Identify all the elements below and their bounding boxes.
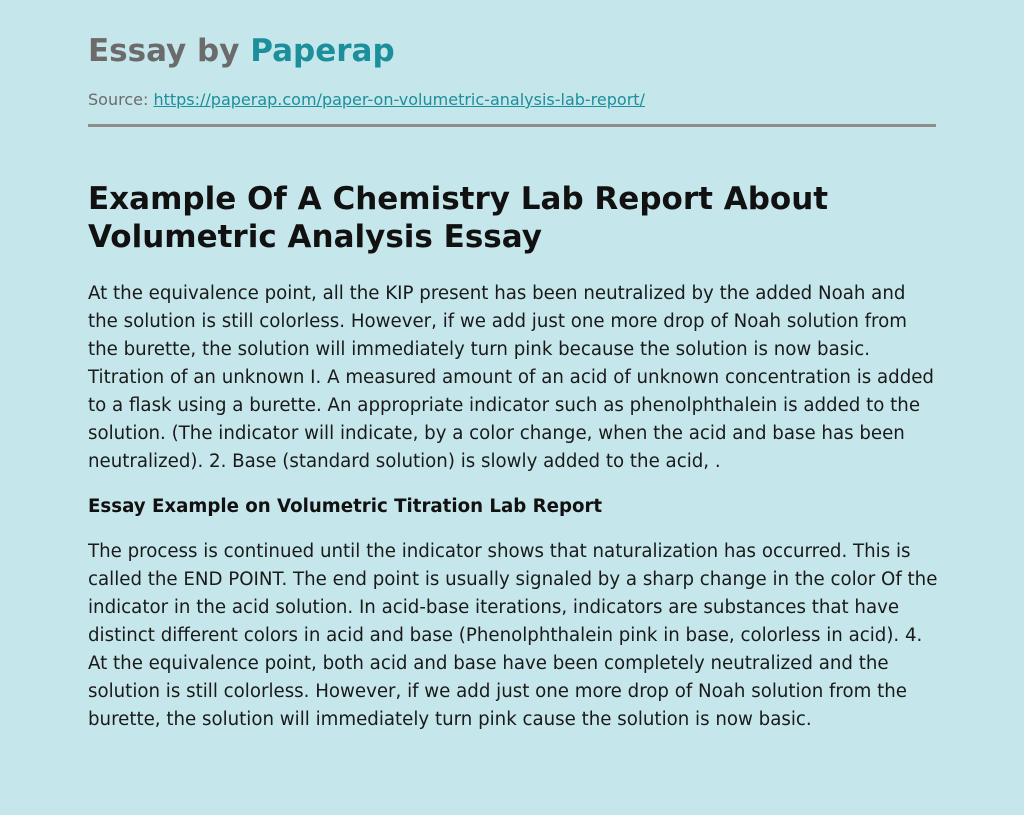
header-divider bbox=[88, 124, 936, 127]
source-label: Source: bbox=[88, 90, 149, 109]
article-body bbox=[88, 180, 938, 751]
source-line bbox=[88, 89, 936, 111]
article-subheading: Essay Example on Volumetric Titration Lab Report bbox=[88, 496, 603, 517]
source-link[interactable]: https://paperap.com/paper-on-volumetric-analysis-lab-report/ bbox=[153, 90, 645, 109]
site-brand bbox=[88, 30, 936, 72]
site-header bbox=[88, 30, 936, 111]
article-title: Example Of A Chemistry Lab Report About Volumetric Analysis Essay bbox=[88, 181, 829, 255]
paragraph-2: The process is continued until the indicator shows that naturalization has occurred. This is called the END POINT. The end point is usually signaled by a sharp change in the color Of the indicator in the acid solution. In acid-base iterations, indicators are substances that have distinct different colors in acid and base (Phenolphthalein pink in base, colorless in acid). 4. At the equivalence point, both acid and base have been completely neutralized and the solution is still colorless. However, if we add just one more drop of Noah solution from the burette, the solution will immediately turn pink cause the solution is now basic. bbox=[88, 541, 938, 730]
paragraph-1: At the equivalence point, all the KIP present has been neutralized by the added Noah and the solution is still colorless. However, if we add just one more drop of Noah solution from the burette, the solution will immediately turn pink because the solution is now basic. Titration of an unknown I. A measured amount of an acid of unknown concentration is added to a flask using a burette. An appropriate indicator such as phenolphthalein is added to the solution. (The indicator will indicate, by a color change, when the acid and base has been neutralized). 2. Base (standard solution) is slowly added to the acid, . bbox=[88, 283, 934, 472]
brand-prefix: Essay by bbox=[88, 33, 240, 69]
brand-name: Paperap bbox=[250, 33, 395, 69]
